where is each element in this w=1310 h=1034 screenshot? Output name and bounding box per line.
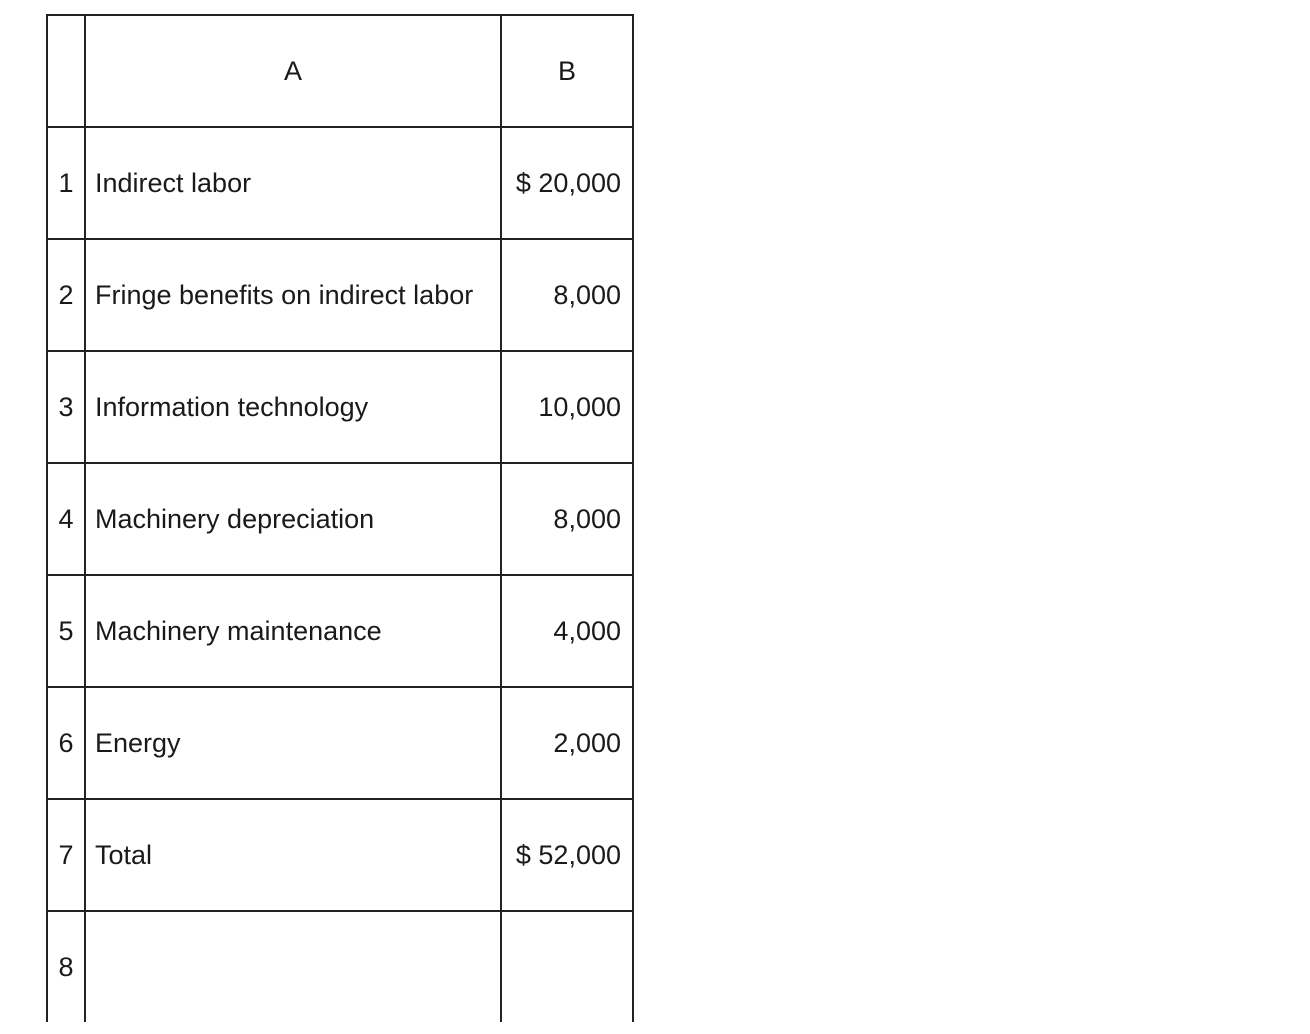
cell-b2[interactable]: 8,000 xyxy=(501,239,633,351)
table-row xyxy=(47,239,633,351)
cell-b6[interactable]: 2,000 xyxy=(501,687,633,799)
table-row xyxy=(47,351,633,463)
row-number[interactable]: 4 xyxy=(47,463,85,575)
cell-a2[interactable]: Fringe benefits on indirect labor xyxy=(85,239,501,351)
table-row xyxy=(47,911,633,1022)
cell-a7[interactable]: Total xyxy=(85,799,501,911)
column-header-row xyxy=(47,15,633,127)
cell-a6[interactable]: Energy xyxy=(85,687,501,799)
column-header-a[interactable]: A xyxy=(85,15,501,127)
row-number[interactable]: 3 xyxy=(47,351,85,463)
row-number[interactable]: 5 xyxy=(47,575,85,687)
column-header-b[interactable]: B xyxy=(501,15,633,127)
cell-a8[interactable] xyxy=(85,911,501,1022)
row-number[interactable]: 1 xyxy=(47,127,85,239)
table-row xyxy=(47,575,633,687)
cell-a3[interactable]: Information technology xyxy=(85,351,501,463)
table-row xyxy=(47,799,633,911)
cell-a5[interactable]: Machinery maintenance xyxy=(85,575,501,687)
corner-cell[interactable] xyxy=(47,15,85,127)
table-row xyxy=(47,687,633,799)
row-number[interactable]: 8 xyxy=(47,911,85,1022)
cell-b5[interactable]: 4,000 xyxy=(501,575,633,687)
cell-a4[interactable]: Machinery depreciation xyxy=(85,463,501,575)
row-number[interactable]: 6 xyxy=(47,687,85,799)
cell-b7[interactable]: $ 52,000 xyxy=(501,799,633,911)
cell-b3[interactable]: 10,000 xyxy=(501,351,633,463)
row-number[interactable]: 7 xyxy=(47,799,85,911)
row-number[interactable]: 2 xyxy=(47,239,85,351)
table-row xyxy=(47,127,633,239)
cell-b4[interactable]: 8,000 xyxy=(501,463,633,575)
cell-b1[interactable]: $ 20,000 xyxy=(501,127,633,239)
spreadsheet-table xyxy=(46,14,634,1022)
cell-a1[interactable]: Indirect labor xyxy=(85,127,501,239)
table-row xyxy=(47,463,633,575)
cell-b8[interactable] xyxy=(501,911,633,1022)
